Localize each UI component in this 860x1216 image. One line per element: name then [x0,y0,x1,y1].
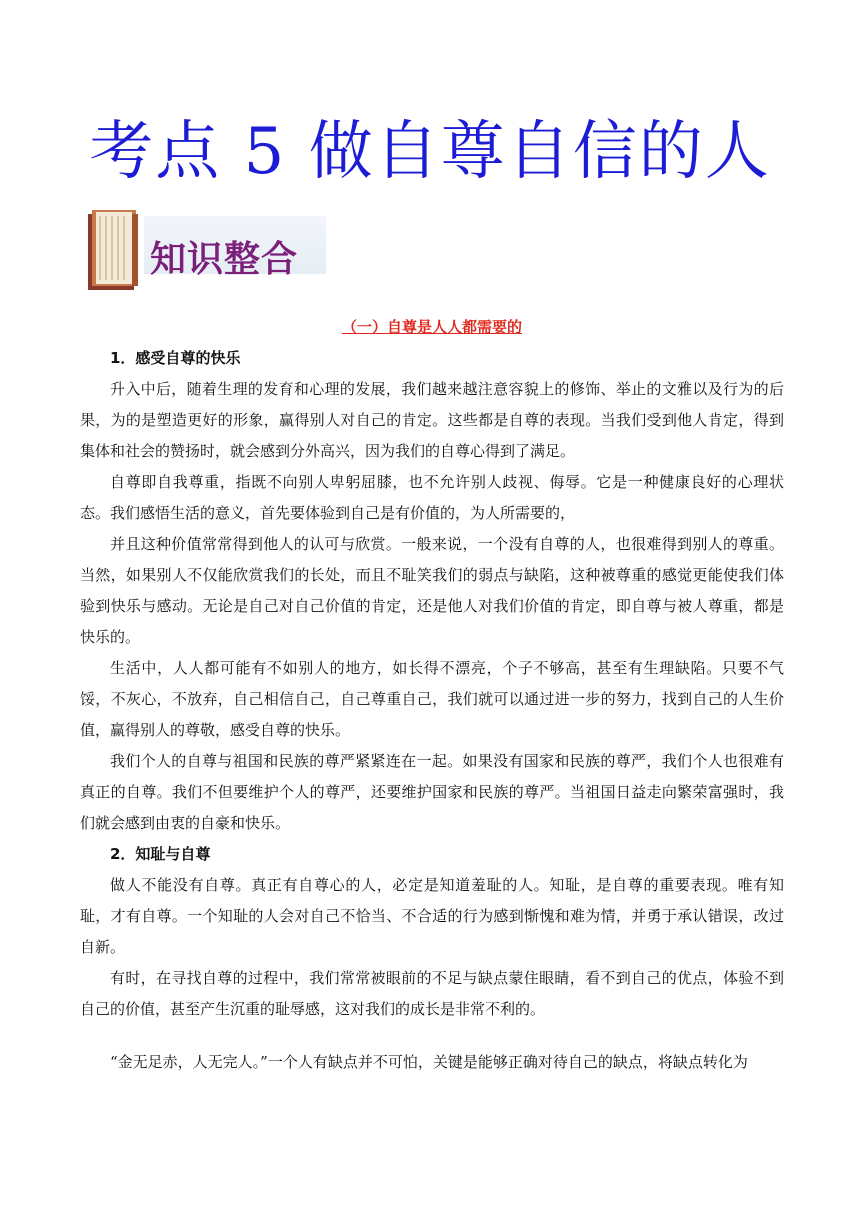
sub-heading-2: 2．知耻与自尊 [110,845,211,863]
paragraph: 做人不能没有自尊。真正有自尊心的人，必定是知道羞耻的人。知耻，是自尊的重要表现。唯有知耻，才有自尊。一个知耻的人会对自己不恰当、不合适的行为感到惭愧和难为情，并勇于承认错误，改过自新。 [80,876,784,956]
paragraph: 并且这种价值常常得到他人的认可与欣赏。一般来说，一个没有自尊的人，也很难得到别人的尊重。当然，如果别人不仅能欣赏我们的长处，而且不耻笑我们的弱点与缺陷，这种被尊重的感觉更能使我们体验到快乐与感动。无论是自己对自己价值的肯定，还是他人对我们价值的肯定，即自尊与被人尊重，都是快乐的。 [80,535,784,646]
sub-heading-1: 1．感受自尊的快乐 [110,349,241,367]
section-banner [86,206,326,296]
page-title: 考点 5 做自尊自信的人 [89,115,771,189]
section-heading: （一）自尊是人人都需要的 [341,318,522,336]
paragraph: 有时，在寻找自尊的过程中，我们常常被眼前的不足与缺点蒙住眼睛，看不到自己的优点，体验不到自己的价值，甚至产生沉重的耻辱感，这对我们的成长是非常不利的。 [80,969,784,1018]
banner-label: 知识整合 [150,239,299,280]
paragraph: 我们个人的自尊与祖国和民族的尊严紧紧连在一起。如果没有国家和民族的尊严，我们个人也很难有真正的自尊。我们不但要维护个人的尊严，还要维护国家和民族的尊严。当祖国日益走向繁荣富强时，我们就会感到由衷的自豪和快乐。 [80,752,784,832]
paragraph: “金无足赤，人无完人。”一个人有缺点并不可怕，关键是能够正确对待自己的缺点，将缺点转化为 [110,1053,748,1071]
paragraph: 生活中，人人都可能有不如别人的地方，如长得不漂亮，个子不够高，甚至有生理缺陷。只要不气馁，不灰心，不放弃，自己相信自己，自己尊重自己，我们就可以通过进一步的努力，找到自己的人生价值，赢得别人的尊敬，感受自尊的快乐。 [80,659,784,739]
paragraph: 升入中后，随着生理的发育和心理的发展，我们越来越注意容貌上的修饰、举止的文雅以及行为的后果，为的是塑造更好的形象，赢得别人对自己的肯定。这些都是自尊的表现。当我们受到他人肯定，得到集体和社会的赞扬时，就会感到分外高兴，因为我们的自尊心得到了满足。 [80,380,784,460]
open-book-icon [86,208,142,294]
document-body [80,312,784,1078]
paragraph: 自尊即自我尊重，指既不向别人卑躬屈膝，也不允许别人歧视、侮辱。它是一种健康良好的心理状态。我们感悟生活的意义，首先要体验到自己是有价值的，为人所需要的， [80,473,784,522]
